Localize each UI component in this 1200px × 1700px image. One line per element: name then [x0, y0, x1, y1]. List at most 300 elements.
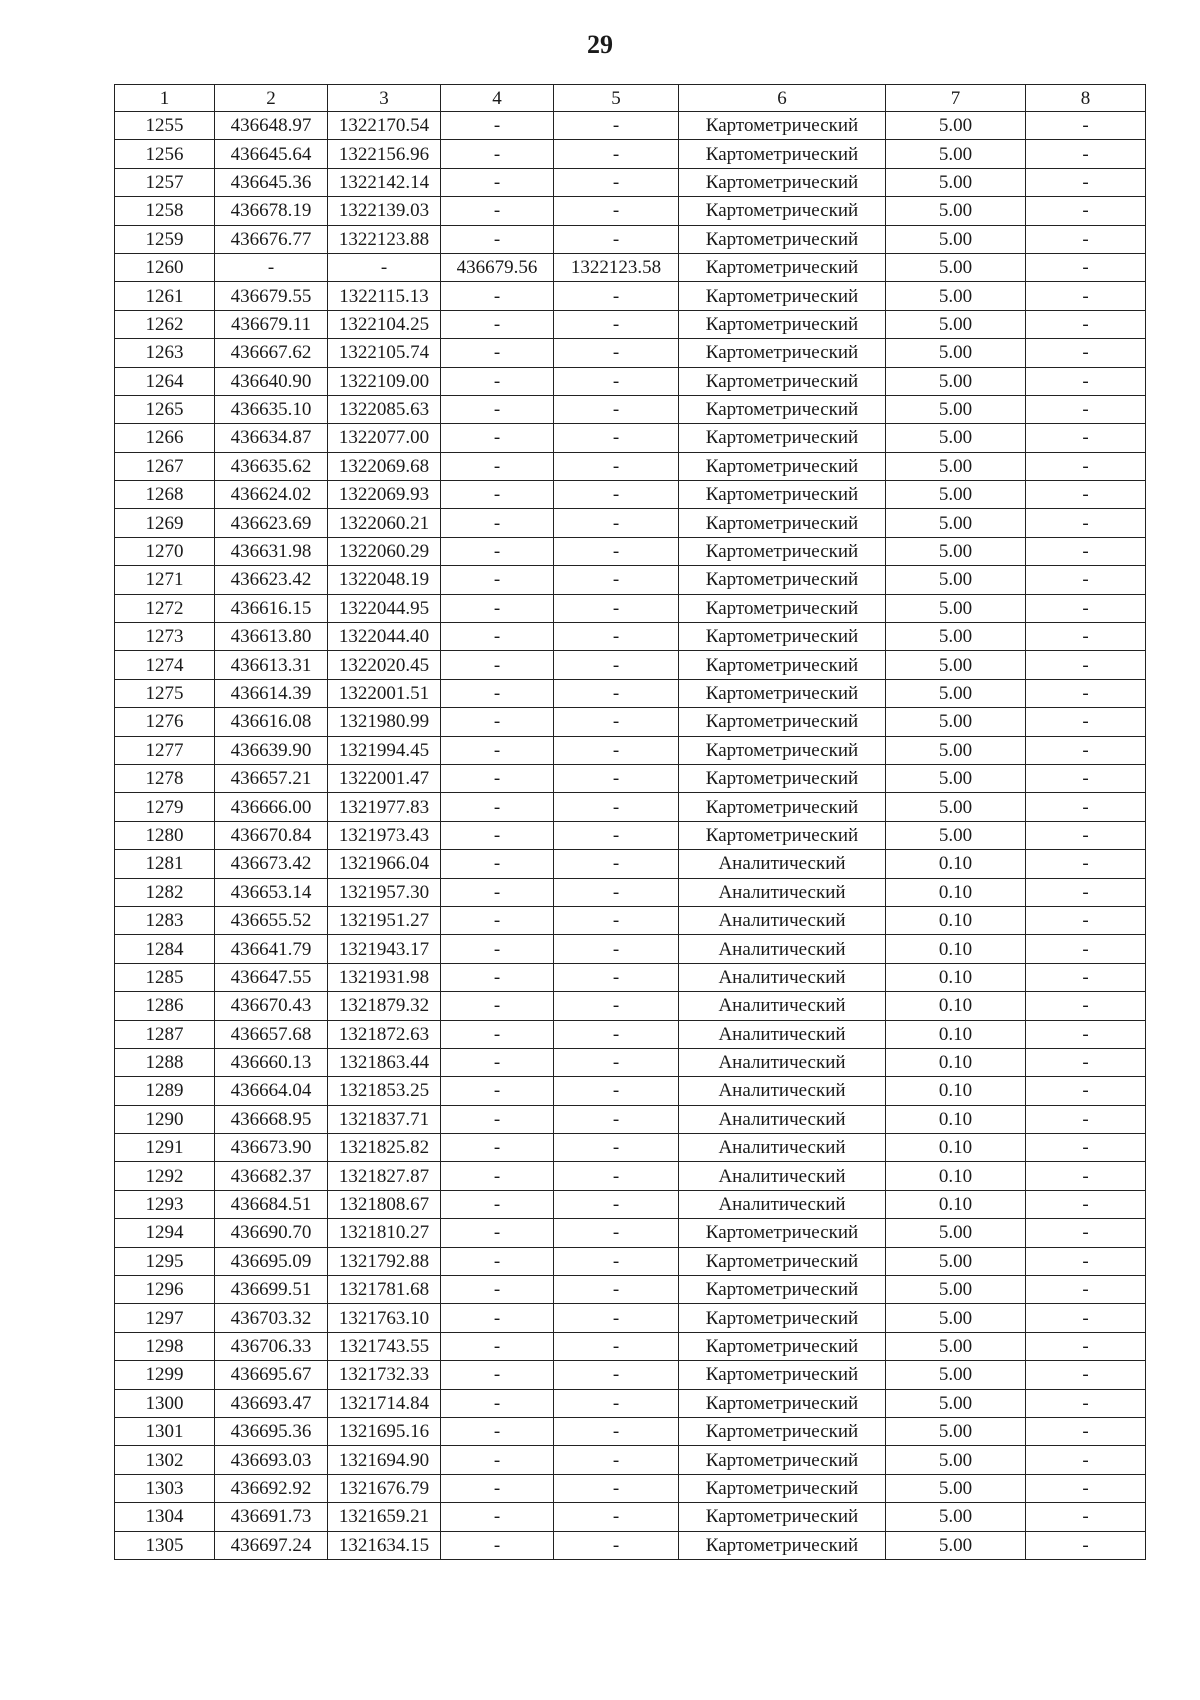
- coordinates-table: [114, 84, 1146, 1560]
- y-prev-cell: -: [554, 509, 679, 537]
- y-coord-cell: 1322060.21: [328, 509, 441, 537]
- accuracy-cell: 5.00: [886, 594, 1026, 622]
- y-prev-cell: -: [554, 225, 679, 253]
- point-number-cell: 1285: [115, 963, 215, 991]
- point-number-cell: 1295: [115, 1247, 215, 1275]
- y-prev-cell: -: [554, 112, 679, 140]
- y-prev-cell: -: [554, 679, 679, 707]
- y-coord-cell: 1321872.63: [328, 1020, 441, 1048]
- table-row: [115, 452, 1146, 480]
- table-row: [115, 566, 1146, 594]
- y-prev-cell: -: [554, 1190, 679, 1218]
- description-cell: -: [1026, 225, 1146, 253]
- point-number-cell: 1279: [115, 793, 215, 821]
- y-prev-cell: -: [554, 310, 679, 338]
- point-number-cell: 1289: [115, 1077, 215, 1105]
- column-header: 5: [554, 85, 679, 112]
- y-coord-cell: 1321980.99: [328, 708, 441, 736]
- description-cell: -: [1026, 1417, 1146, 1445]
- x-prev-cell: -: [441, 1134, 554, 1162]
- accuracy-cell: 0.10: [886, 1020, 1026, 1048]
- x-coord-cell: 436648.97: [215, 112, 328, 140]
- table-row: [115, 963, 1146, 991]
- x-prev-cell: -: [441, 1247, 554, 1275]
- accuracy-cell: 0.10: [886, 935, 1026, 963]
- method-cell: Картометрический: [679, 623, 886, 651]
- point-number-cell: 1278: [115, 764, 215, 792]
- x-prev-cell: -: [441, 1162, 554, 1190]
- y-coord-cell: 1322109.00: [328, 367, 441, 395]
- description-cell: -: [1026, 963, 1146, 991]
- x-prev-cell: -: [441, 509, 554, 537]
- method-cell: Картометрический: [679, 1361, 886, 1389]
- y-prev-cell: -: [554, 282, 679, 310]
- accuracy-cell: 0.10: [886, 963, 1026, 991]
- accuracy-cell: 5.00: [886, 623, 1026, 651]
- table-row: [115, 736, 1146, 764]
- table-row: [115, 367, 1146, 395]
- x-coord-cell: 436657.68: [215, 1020, 328, 1048]
- accuracy-cell: 5.00: [886, 1304, 1026, 1332]
- y-coord-cell: 1322139.03: [328, 197, 441, 225]
- method-cell: Аналитический: [679, 1190, 886, 1218]
- method-cell: Аналитический: [679, 1162, 886, 1190]
- table-row: [115, 253, 1146, 281]
- accuracy-cell: 5.00: [886, 679, 1026, 707]
- point-number-cell: 1260: [115, 253, 215, 281]
- table-row: [115, 1162, 1146, 1190]
- description-cell: -: [1026, 140, 1146, 168]
- accuracy-cell: 0.10: [886, 906, 1026, 934]
- x-coord-cell: 436679.11: [215, 310, 328, 338]
- method-cell: Картометрический: [679, 1503, 886, 1531]
- method-cell: Картометрический: [679, 140, 886, 168]
- description-cell: -: [1026, 679, 1146, 707]
- point-number-cell: 1296: [115, 1276, 215, 1304]
- x-coord-cell: 436697.24: [215, 1531, 328, 1559]
- x-prev-cell: -: [441, 1503, 554, 1531]
- y-coord-cell: 1321879.32: [328, 992, 441, 1020]
- x-prev-cell: -: [441, 197, 554, 225]
- method-cell: Картометрический: [679, 452, 886, 480]
- accuracy-cell: 5.00: [886, 509, 1026, 537]
- accuracy-cell: 5.00: [886, 197, 1026, 225]
- y-coord-cell: 1321810.27: [328, 1219, 441, 1247]
- description-cell: -: [1026, 1361, 1146, 1389]
- table-row: [115, 651, 1146, 679]
- description-cell: -: [1026, 1503, 1146, 1531]
- accuracy-cell: 5.00: [886, 282, 1026, 310]
- x-prev-cell: -: [441, 1304, 554, 1332]
- y-coord-cell: 1322060.29: [328, 537, 441, 565]
- method-cell: Картометрический: [679, 339, 886, 367]
- description-cell: -: [1026, 339, 1146, 367]
- x-prev-cell: -: [441, 1389, 554, 1417]
- y-prev-cell: -: [554, 821, 679, 849]
- y-coord-cell: 1322085.63: [328, 395, 441, 423]
- x-coord-cell: 436691.73: [215, 1503, 328, 1531]
- column-header: 6: [679, 85, 886, 112]
- table-row: [115, 339, 1146, 367]
- table-row: [115, 1417, 1146, 1445]
- accuracy-cell: 5.00: [886, 736, 1026, 764]
- point-number-cell: 1304: [115, 1503, 215, 1531]
- point-number-cell: 1301: [115, 1417, 215, 1445]
- y-coord-cell: 1322069.93: [328, 481, 441, 509]
- table-row: [115, 878, 1146, 906]
- method-cell: Аналитический: [679, 878, 886, 906]
- description-cell: -: [1026, 736, 1146, 764]
- description-cell: -: [1026, 424, 1146, 452]
- y-coord-cell: 1321659.21: [328, 1503, 441, 1531]
- x-coord-cell: 436673.90: [215, 1134, 328, 1162]
- point-number-cell: 1263: [115, 339, 215, 367]
- method-cell: Картометрический: [679, 1417, 886, 1445]
- x-coord-cell: 436645.64: [215, 140, 328, 168]
- accuracy-cell: 5.00: [886, 651, 1026, 679]
- description-cell: -: [1026, 1077, 1146, 1105]
- x-prev-cell: -: [441, 367, 554, 395]
- description-cell: -: [1026, 1247, 1146, 1275]
- x-coord-cell: 436647.55: [215, 963, 328, 991]
- y-prev-cell: -: [554, 1417, 679, 1445]
- description-cell: -: [1026, 935, 1146, 963]
- point-number-cell: 1280: [115, 821, 215, 849]
- y-coord-cell: 1321634.15: [328, 1531, 441, 1559]
- point-number-cell: 1284: [115, 935, 215, 963]
- y-prev-cell: -: [554, 339, 679, 367]
- table-row: [115, 793, 1146, 821]
- x-coord-cell: 436706.33: [215, 1332, 328, 1360]
- x-prev-cell: -: [441, 1361, 554, 1389]
- description-cell: -: [1026, 1332, 1146, 1360]
- point-number-cell: 1291: [115, 1134, 215, 1162]
- x-prev-cell: -: [441, 736, 554, 764]
- method-cell: Картометрический: [679, 424, 886, 452]
- x-coord-cell: 436640.90: [215, 367, 328, 395]
- accuracy-cell: 5.00: [886, 1417, 1026, 1445]
- table-row: [115, 1332, 1146, 1360]
- method-cell: Картометрический: [679, 395, 886, 423]
- table-row: [115, 1276, 1146, 1304]
- x-prev-cell: -: [441, 906, 554, 934]
- table-row: [115, 537, 1146, 565]
- accuracy-cell: 0.10: [886, 992, 1026, 1020]
- table-row: [115, 1446, 1146, 1474]
- page-number: 29: [587, 30, 613, 59]
- y-coord-cell: 1321743.55: [328, 1332, 441, 1360]
- point-number-cell: 1255: [115, 112, 215, 140]
- table-row: [115, 1020, 1146, 1048]
- point-number-cell: 1299: [115, 1361, 215, 1389]
- table-row: [115, 1304, 1146, 1332]
- x-coord-cell: 436657.21: [215, 764, 328, 792]
- accuracy-cell: 5.00: [886, 452, 1026, 480]
- method-cell: Картометрический: [679, 1446, 886, 1474]
- x-prev-cell: -: [441, 1048, 554, 1076]
- column-header: 4: [441, 85, 554, 112]
- point-number-cell: 1282: [115, 878, 215, 906]
- point-number-cell: 1302: [115, 1446, 215, 1474]
- x-prev-cell: -: [441, 282, 554, 310]
- method-cell: Картометрический: [679, 1247, 886, 1275]
- y-coord-cell: 1322123.88: [328, 225, 441, 253]
- x-coord-cell: 436623.69: [215, 509, 328, 537]
- y-prev-cell: 1322123.58: [554, 253, 679, 281]
- column-header: 7: [886, 85, 1026, 112]
- method-cell: Аналитический: [679, 1105, 886, 1133]
- table-row: [115, 168, 1146, 196]
- point-number-cell: 1258: [115, 197, 215, 225]
- x-prev-cell: -: [441, 452, 554, 480]
- description-cell: -: [1026, 1531, 1146, 1559]
- method-cell: Картометрический: [679, 1276, 886, 1304]
- y-coord-cell: 1321966.04: [328, 850, 441, 878]
- point-number-cell: 1281: [115, 850, 215, 878]
- x-coord-cell: 436664.04: [215, 1077, 328, 1105]
- x-prev-cell: -: [441, 935, 554, 963]
- x-coord-cell: 436693.47: [215, 1389, 328, 1417]
- y-prev-cell: -: [554, 935, 679, 963]
- x-prev-cell: -: [441, 651, 554, 679]
- x-coord-cell: 436616.15: [215, 594, 328, 622]
- description-cell: -: [1026, 1048, 1146, 1076]
- accuracy-cell: 5.00: [886, 424, 1026, 452]
- method-cell: Картометрический: [679, 1304, 886, 1332]
- accuracy-cell: 5.00: [886, 112, 1026, 140]
- accuracy-cell: 5.00: [886, 1389, 1026, 1417]
- x-coord-cell: 436695.09: [215, 1247, 328, 1275]
- point-number-cell: 1287: [115, 1020, 215, 1048]
- x-prev-cell: -: [441, 112, 554, 140]
- y-prev-cell: -: [554, 992, 679, 1020]
- x-prev-cell: -: [441, 992, 554, 1020]
- description-cell: -: [1026, 623, 1146, 651]
- table-row: [115, 992, 1146, 1020]
- accuracy-cell: 5.00: [886, 764, 1026, 792]
- table-row: [115, 481, 1146, 509]
- table-row: [115, 1361, 1146, 1389]
- x-prev-cell: -: [441, 708, 554, 736]
- y-coord-cell: 1321781.68: [328, 1276, 441, 1304]
- x-prev-cell: -: [441, 594, 554, 622]
- y-prev-cell: -: [554, 1247, 679, 1275]
- y-prev-cell: -: [554, 1304, 679, 1332]
- method-cell: Аналитический: [679, 1048, 886, 1076]
- x-prev-cell: -: [441, 1276, 554, 1304]
- table-row: [115, 1219, 1146, 1247]
- point-number-cell: 1297: [115, 1304, 215, 1332]
- point-number-cell: 1274: [115, 651, 215, 679]
- point-number-cell: 1272: [115, 594, 215, 622]
- accuracy-cell: 5.00: [886, 821, 1026, 849]
- x-prev-cell: -: [441, 878, 554, 906]
- table-row: [115, 1474, 1146, 1502]
- accuracy-cell: 5.00: [886, 793, 1026, 821]
- method-cell: Картометрический: [679, 594, 886, 622]
- method-cell: Картометрический: [679, 1332, 886, 1360]
- method-cell: Аналитический: [679, 906, 886, 934]
- y-coord-cell: 1322104.25: [328, 310, 441, 338]
- y-prev-cell: -: [554, 537, 679, 565]
- method-cell: Картометрический: [679, 1219, 886, 1247]
- y-prev-cell: -: [554, 651, 679, 679]
- y-coord-cell: 1321808.67: [328, 1190, 441, 1218]
- method-cell: Картометрический: [679, 1474, 886, 1502]
- y-prev-cell: -: [554, 1389, 679, 1417]
- description-cell: -: [1026, 310, 1146, 338]
- description-cell: -: [1026, 395, 1146, 423]
- method-cell: Картометрический: [679, 509, 886, 537]
- description-cell: -: [1026, 1134, 1146, 1162]
- table-row: [115, 623, 1146, 651]
- point-number-cell: 1270: [115, 537, 215, 565]
- x-coord-cell: 436679.55: [215, 282, 328, 310]
- description-cell: -: [1026, 1105, 1146, 1133]
- description-cell: -: [1026, 367, 1146, 395]
- point-number-cell: 1293: [115, 1190, 215, 1218]
- point-number-cell: 1257: [115, 168, 215, 196]
- x-coord-cell: 436690.70: [215, 1219, 328, 1247]
- point-number-cell: 1305: [115, 1531, 215, 1559]
- x-prev-cell: -: [441, 537, 554, 565]
- description-cell: -: [1026, 850, 1146, 878]
- x-coord-cell: 436670.84: [215, 821, 328, 849]
- description-cell: -: [1026, 1304, 1146, 1332]
- description-cell: -: [1026, 168, 1146, 196]
- description-cell: -: [1026, 906, 1146, 934]
- x-coord-cell: 436624.02: [215, 481, 328, 509]
- description-cell: -: [1026, 708, 1146, 736]
- y-coord-cell: 1321732.33: [328, 1361, 441, 1389]
- x-coord-cell: 436613.80: [215, 623, 328, 651]
- method-cell: Аналитический: [679, 935, 886, 963]
- y-coord-cell: 1322044.95: [328, 594, 441, 622]
- y-prev-cell: -: [554, 708, 679, 736]
- table-row: [115, 1389, 1146, 1417]
- method-cell: Картометрический: [679, 112, 886, 140]
- table-row: [115, 594, 1146, 622]
- y-prev-cell: -: [554, 1276, 679, 1304]
- x-prev-cell: -: [441, 225, 554, 253]
- y-prev-cell: -: [554, 367, 679, 395]
- x-prev-cell: -: [441, 1077, 554, 1105]
- accuracy-cell: 5.00: [886, 1503, 1026, 1531]
- description-cell: -: [1026, 1389, 1146, 1417]
- x-prev-cell: -: [441, 1219, 554, 1247]
- y-prev-cell: -: [554, 197, 679, 225]
- x-prev-cell: -: [441, 395, 554, 423]
- y-coord-cell: 1321977.83: [328, 793, 441, 821]
- table-row: [115, 764, 1146, 792]
- x-coord-cell: 436653.14: [215, 878, 328, 906]
- accuracy-cell: 5.00: [886, 1446, 1026, 1474]
- accuracy-cell: 5.00: [886, 566, 1026, 594]
- x-coord-cell: 436678.19: [215, 197, 328, 225]
- point-number-cell: 1266: [115, 424, 215, 452]
- y-coord-cell: 1321994.45: [328, 736, 441, 764]
- y-prev-cell: -: [554, 906, 679, 934]
- point-number-cell: 1271: [115, 566, 215, 594]
- y-prev-cell: -: [554, 1162, 679, 1190]
- x-prev-cell: 436679.56: [441, 253, 554, 281]
- method-cell: Картометрический: [679, 253, 886, 281]
- point-number-cell: 1286: [115, 992, 215, 1020]
- accuracy-cell: 5.00: [886, 1531, 1026, 1559]
- y-coord-cell: 1321931.98: [328, 963, 441, 991]
- table-row: [115, 1105, 1146, 1133]
- y-prev-cell: -: [554, 793, 679, 821]
- method-cell: Аналитический: [679, 850, 886, 878]
- x-coord-cell: 436667.62: [215, 339, 328, 367]
- point-number-cell: 1269: [115, 509, 215, 537]
- table-row: [115, 225, 1146, 253]
- table-row: [115, 850, 1146, 878]
- point-number-cell: 1283: [115, 906, 215, 934]
- accuracy-cell: 0.10: [886, 1134, 1026, 1162]
- x-coord-cell: 436703.32: [215, 1304, 328, 1332]
- y-coord-cell: 1322077.00: [328, 424, 441, 452]
- x-prev-cell: -: [441, 1417, 554, 1445]
- y-prev-cell: -: [554, 1105, 679, 1133]
- method-cell: Картометрический: [679, 736, 886, 764]
- y-prev-cell: -: [554, 395, 679, 423]
- accuracy-cell: 5.00: [886, 253, 1026, 281]
- x-coord-cell: 436695.36: [215, 1417, 328, 1445]
- y-prev-cell: -: [554, 594, 679, 622]
- table-row: [115, 112, 1146, 140]
- description-cell: -: [1026, 594, 1146, 622]
- accuracy-cell: 5.00: [886, 1332, 1026, 1360]
- method-cell: Картометрический: [679, 225, 886, 253]
- table-row: [115, 1503, 1146, 1531]
- x-coord-cell: 436693.03: [215, 1446, 328, 1474]
- y-prev-cell: -: [554, 736, 679, 764]
- point-number-cell: 1256: [115, 140, 215, 168]
- method-cell: Аналитический: [679, 1077, 886, 1105]
- x-coord-cell: 436635.10: [215, 395, 328, 423]
- method-cell: Картометрический: [679, 821, 886, 849]
- x-prev-cell: -: [441, 1474, 554, 1502]
- x-prev-cell: -: [441, 793, 554, 821]
- accuracy-cell: 0.10: [886, 1162, 1026, 1190]
- method-cell: Аналитический: [679, 1020, 886, 1048]
- table-row: [115, 906, 1146, 934]
- description-cell: -: [1026, 481, 1146, 509]
- y-coord-cell: 1322115.13: [328, 282, 441, 310]
- description-cell: -: [1026, 112, 1146, 140]
- point-number-cell: 1276: [115, 708, 215, 736]
- accuracy-cell: 5.00: [886, 168, 1026, 196]
- y-coord-cell: 1321863.44: [328, 1048, 441, 1076]
- table-row: [115, 395, 1146, 423]
- column-header: 2: [215, 85, 328, 112]
- y-prev-cell: -: [554, 1077, 679, 1105]
- x-coord-cell: 436699.51: [215, 1276, 328, 1304]
- y-prev-cell: -: [554, 1474, 679, 1502]
- x-coord-cell: 436695.67: [215, 1361, 328, 1389]
- method-cell: Картометрический: [679, 679, 886, 707]
- description-cell: -: [1026, 821, 1146, 849]
- point-number-cell: 1288: [115, 1048, 215, 1076]
- accuracy-cell: 5.00: [886, 708, 1026, 736]
- point-number-cell: 1292: [115, 1162, 215, 1190]
- method-cell: Картометрический: [679, 282, 886, 310]
- y-prev-cell: -: [554, 1446, 679, 1474]
- y-prev-cell: -: [554, 963, 679, 991]
- y-coord-cell: 1321837.71: [328, 1105, 441, 1133]
- x-prev-cell: -: [441, 1531, 554, 1559]
